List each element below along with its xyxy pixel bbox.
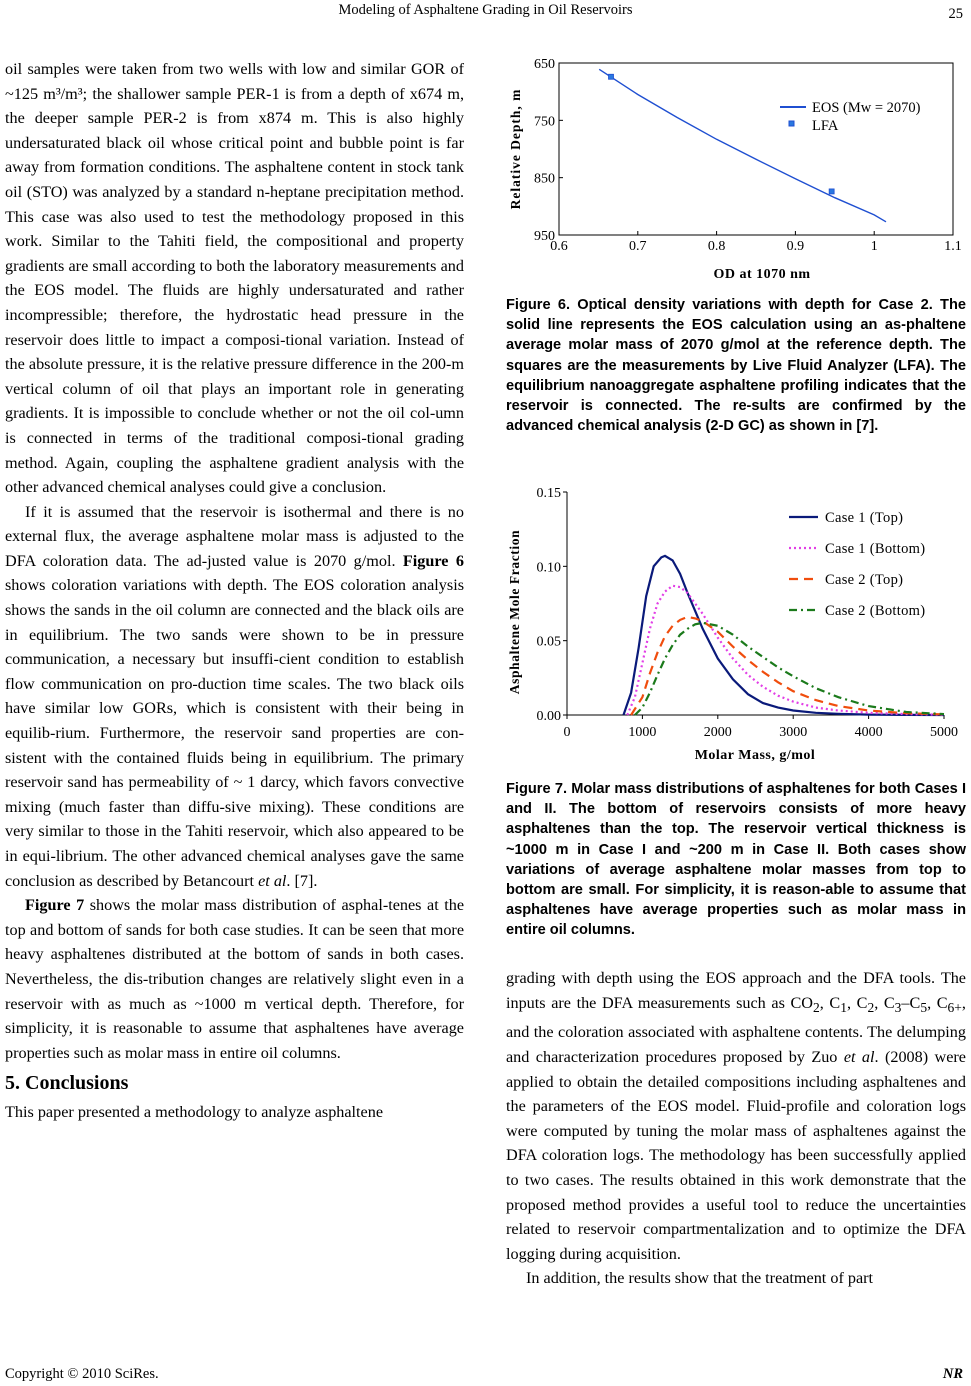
- y-tick-label: 650: [534, 57, 555, 72]
- running-title: Modeling of Asphaltene Grading in Oil Reservoirs: [338, 2, 633, 18]
- x-tick-label: 0: [563, 725, 571, 740]
- x-tick-label: 5000: [930, 725, 958, 740]
- paragraph-4: This paper presented a methodology to analyze asphaltene: [5, 1102, 384, 1121]
- p5-e: –C: [901, 993, 921, 1012]
- paragraph-5: [506, 966, 966, 1266]
- y-axis-label: Asphaltene Mole Fraction: [507, 529, 522, 695]
- legend-label-case-2-top: Case 2 (Top): [825, 572, 904, 588]
- p5-d: , C: [874, 993, 895, 1012]
- legend-swatch-lfa: [789, 121, 794, 126]
- right-column: [506, 966, 966, 1291]
- et-al-ref: et al: [258, 871, 287, 890]
- paragraph-2-text-c: . [7].: [286, 871, 318, 890]
- x-tick-label: 2000: [703, 725, 732, 740]
- left-column: [5, 57, 464, 1125]
- page-number: 25: [948, 6, 963, 22]
- paragraph-6: In addition, the results show that the treatment of part: [526, 1269, 874, 1288]
- x-tick-label: 1.1: [944, 239, 962, 254]
- legend-label-eos: EOS (Mw = 2070): [812, 100, 921, 116]
- p5-b: , C: [819, 993, 841, 1012]
- running-head: [0, 2, 971, 22]
- figure-6-ref: Figure 6: [402, 551, 464, 570]
- p5-c: , C: [846, 993, 868, 1012]
- figure-7-ref: Figure 7: [25, 896, 85, 915]
- legend-label-case-1-top: Case 1 (Top): [825, 510, 904, 526]
- journal-abbrev: NR: [942, 1366, 963, 1382]
- p5-h: . (2008) were applied to obtain the detailed compositions including asphaltenes and the parameters of the EOS model. Fluid-profile and coloration logs were computed by tuning the molar mass of asphaltenes against the DFA coloration logs. The methodology has been successfully applied to two cases. The results obtained in this work demonstrate that the proposed method provides a useful tool to reduce the uncertainties related to reservoir compartmentalization and to optimize the DFA logging during acquisition.: [506, 1048, 966, 1263]
- paragraph-2-text-b: shows coloration variations with depth. The EOS coloration analysis shows the sands in the oil column are connected and the black oils are in equilibrium. The two sands were shown to be in pressure communication, a necessary but insuffi-cient condition to establish flow communication on pro-duction time scales. The two black oils have similar low GORs, which is consistent with their being in equilib-rium. Furthermore, the reservoir sand properties are con-sistent with the contained fluids being in equilibrium. The primary reservoir sand has permeability of ~ 1 darcy, which favors convective mixing (much faster than diffu-sive mixing). These conditions are very similar to those in the Tahiti reservoir, which also appeared to be in equi-librium. The other advanced chemical analyses gave the same conclusion as described by Betancourt: [5, 576, 464, 890]
- lfa-marker: [829, 189, 834, 194]
- y-tick-label: 750: [534, 114, 555, 130]
- figure-6-caption: Figure 6. Optical density variations with depth for Case 2. The solid line represents the EOS calculation using an as-phaltene average molar mass of 2070 g/mol at the reference depth. The squares are the measurements by Live Fluid Analyzer (LFA). The equilibrium nanoaggregate asphaltene profiling indicates that the reservoir is connected. The re-sults are confirmed by the advanced chemical analysis (2-D GC) as shown in [7].: [506, 297, 966, 435]
- plot-area: [559, 63, 953, 235]
- paragraph-2: [5, 500, 464, 894]
- x-tick-label: 1: [870, 239, 878, 254]
- figure-6-chart: [506, 52, 966, 288]
- x-axis-label: Molar Mass, g/mol: [694, 748, 816, 763]
- y-tick-label: 0.10: [536, 560, 561, 576]
- paragraph-3-text: shows the molar mass distribution of asphal-tenes at the top and bottom of sands for both case studies. It can be seen that more heavy asphaltenes distributed at the bottom of sands in both cases. Nevertheless, the dis-tribution changes are relatively slight even in a reservoir with as much as ~1000 m vertical depth. Therefore, for simplicity, it is reasonable to assume that asphaltenes have average properties such as molar mass in entire oil columns.: [5, 896, 465, 1062]
- section-heading-conclusions: 5. Conclusions: [5, 1072, 129, 1095]
- figure-7-chart: [506, 478, 966, 768]
- paragraph-2-text-a: If it is assumed that the reservoir is isothermal and there is no external flux, the average asphaltene molar mass is adjusted to the DFA coloration data. The ad-justed value is 2070 g/mol.: [5, 502, 464, 570]
- y-tick-label: 950: [534, 229, 555, 244]
- lfa-marker: [609, 74, 614, 79]
- legend-label-lfa: LFA: [812, 118, 839, 134]
- paragraph-1: oil samples were taken from two wells with low and similar GOR of ~125 m³/m³; the shallower sample PER-1 is from a depth of x674 m, the deeper sample PER-2 is from x874 m. This is also highly undersaturated black oil whose critical point and bubble point is far away from formation conditions. The asphaltene content in stock tank oil (STO) was analyzed by a standard n-heptane precipitation method. This case was also used to test the methodology proposed in this work. Similar to the Tahiti field, the compositional and property gradients are small according to both the laboratory measurements and the EOS model. The fluids are highly undersaturated and rather incompressible; therefore, the hydrostatic head pressure in the reservoir does little to impact a composi-tional variation. Instead of the absolute pressure, it is the relative pressure difference in the 200-m vertical column of oil that plays an important role in generating gradients. It is impossible to conclude whether or not the oil col-umn is connected in terms of the traditional composi-tional grading method. Again, coupling the asphaltene gradient analysis with the other advanced chemical analyses could give a conclusion.: [5, 60, 464, 497]
- legend-label-case-1-bottom: Case 1 (Bottom): [825, 541, 926, 557]
- p5-sub3: 2: [867, 999, 875, 1015]
- copyright: Copyright © 2010 SciRes.: [5, 1366, 159, 1382]
- x-tick-label: 0.7: [629, 239, 647, 254]
- x-tick-label: 0.9: [786, 239, 805, 254]
- p5-sub4: 3: [894, 999, 902, 1015]
- x-tick-label: 4000: [854, 725, 883, 740]
- y-tick-label: 850: [534, 171, 555, 187]
- legend-label-case-2-bottom: Case 2 (Bottom): [825, 603, 926, 619]
- x-tick-label: 1000: [628, 725, 657, 740]
- p5-sub5: 5: [920, 999, 928, 1015]
- x-tick-label: 0.6: [550, 239, 568, 254]
- figure-7-caption: Figure 7. Molar mass distributions of asphaltenes for both Cases I and II. The bottom of reservoirs consists of more heavy asphaltenes than the top. The reservoir vertical thickness is ~1000 m in Case I and ~200 m in Case II. Both cases show variations of average asphaltene molar masses from top to bottom are small. For simplicity, it is reason-able to assume that asphaltenes have average properties such as molar mass in entire oil columns.: [506, 781, 966, 939]
- y-tick-label: 0.15: [536, 486, 561, 501]
- footer: [5, 1366, 963, 1383]
- x-axis-label: OD at 1070 nm: [713, 267, 811, 282]
- y-tick-label: 0.05: [536, 634, 561, 650]
- paragraph-3: [5, 893, 464, 1065]
- y-tick-label: 0.00: [536, 709, 561, 724]
- p5-g: , and the coloration associated with asphaltene contents. The delumping and characterization procedures proposed by Zuo: [506, 993, 966, 1067]
- y-axis-label: Relative Depth, m: [508, 88, 523, 210]
- p5-sub6: 6+: [947, 999, 962, 1015]
- p5-f: , C: [927, 993, 948, 1012]
- et-al-ref-2: et al: [843, 1048, 875, 1067]
- p5-sub2: 1: [840, 999, 847, 1015]
- x-tick-label: 3000: [779, 725, 808, 740]
- x-tick-label: 0.8: [707, 239, 726, 254]
- p5-a: grading with depth using the EOS approach and the DFA tools. The inputs are the DFA measurements such as CO: [506, 969, 966, 1012]
- p5-sub1: 2: [813, 999, 820, 1015]
